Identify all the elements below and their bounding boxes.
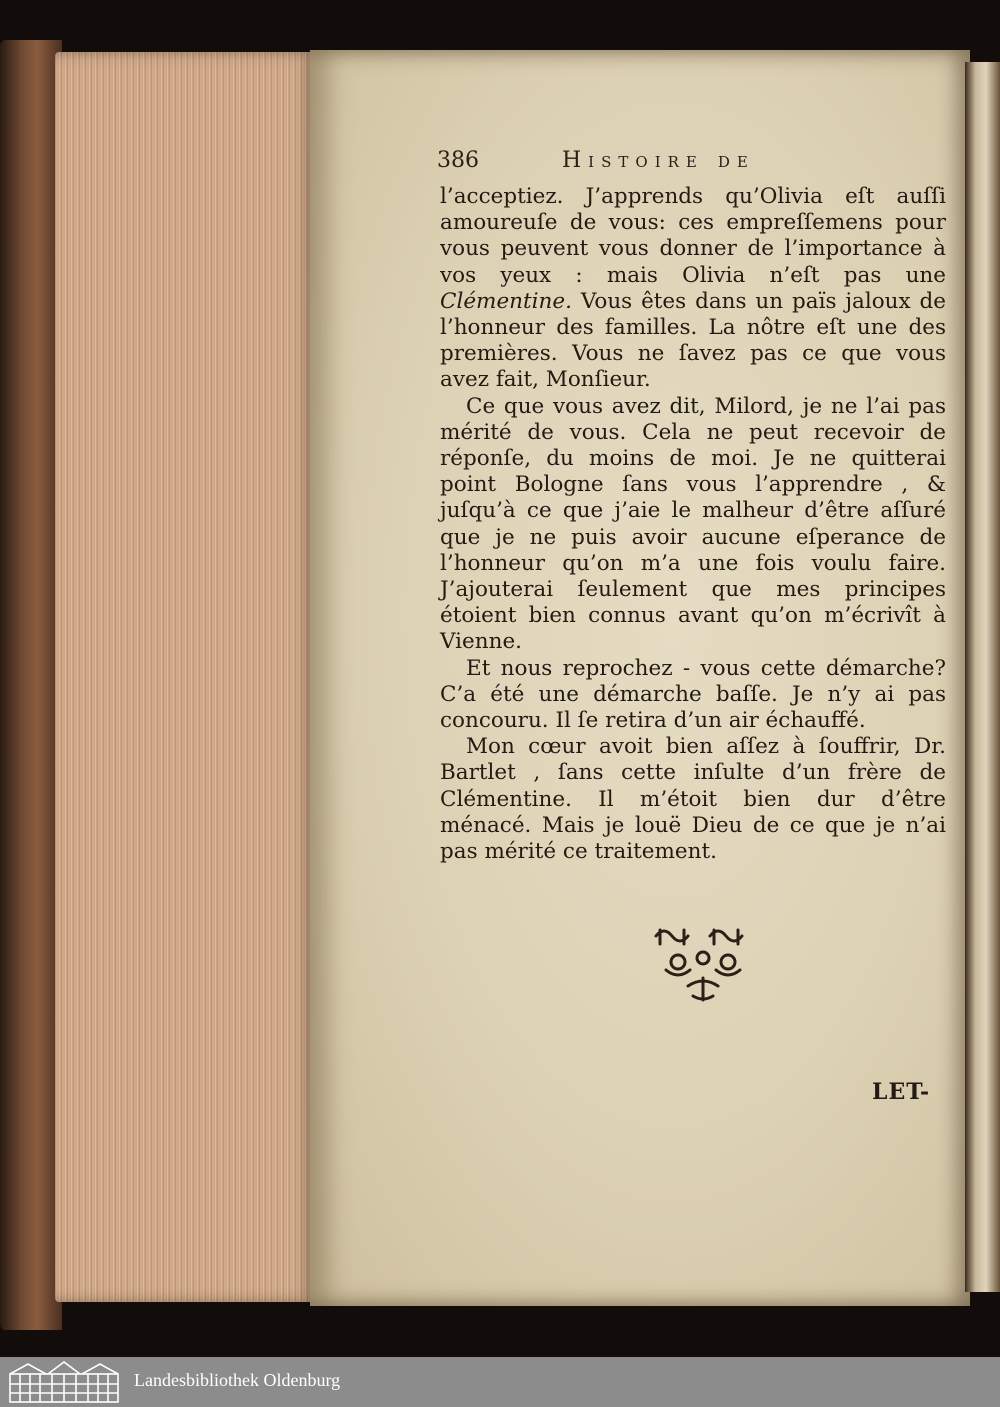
running-head: Histoire de: [562, 148, 755, 173]
page-edges: [55, 52, 317, 1302]
library-building-icon: [8, 1360, 120, 1404]
page-text: [440, 184, 946, 865]
book-cover-left: [0, 40, 62, 1330]
paragraph: Ce que vous avez dit, Milord, je ne l’ai pas mérité de vous. Cela ne peut recevoir de réponſe, du moins de moi. Je ne quitterai point Bologne ſans vous l’apprendre , & juſqu’à ce que j’aie le malheur d’être aſſuré que je ne puis avoir aucune eſperance de l’honneur qu’on m’a une fois voulu faire. J’ajouterai ſeulement que mes principes étoient bien connus avant qu’on m’écrivît à Vienne.: [440, 393, 946, 655]
italic-name: Clémentine.: [440, 288, 572, 314]
page-number: 386: [437, 148, 479, 173]
catchword: LET-: [872, 1079, 931, 1105]
book-cover-right: [965, 62, 1000, 1292]
printer-ornament-icon: [648, 922, 758, 1004]
paragraph: Mon cœur avoit bien aſſez à ſouffrir, Dr. Bartlet , ſans cette inſulte d’un frère de Clémentine. Il m’étoit bien dur d’être ménacé. Mais je louë Dieu de ce que je n’ai pas mérité ce traitement.: [440, 734, 946, 865]
page-header: [437, 146, 957, 180]
footer-bar: [0, 1357, 1000, 1407]
paragraph: Et nous reprochez - vous cette démarche? C’a été une démarche baſſe. Je n’y ai pas concouru. Il ſe retira d’un air échauffé.: [440, 655, 946, 734]
paragraph: l’acceptiez. J’apprends qu’Olivia eſt auſſi amoureuſe de vous: ces empreſſemens pour vous peuvent vous donner de l’importance à vos yeux : mais Olivia n’eſt pas une Clémentine. Vous êtes dans un païs jaloux de l’honneur des familles. La nôtre eſt une des premières. Vous ne ſavez pas ce que vous avez fait, Monſieur.: [440, 184, 946, 393]
library-name: Landesbibliothek Oldenburg: [134, 1370, 341, 1390]
